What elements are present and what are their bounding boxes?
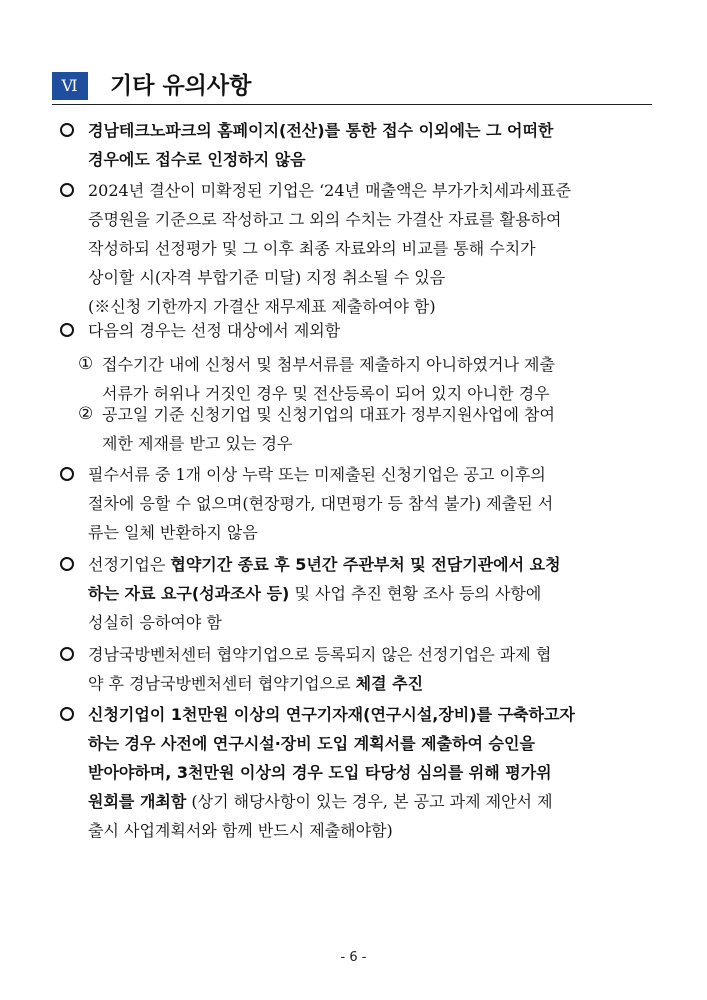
notice-text: 경남테크노파크의 홈페이지(전산)를 통한 접수 이외에는 그 어떠한 경우에도 접수로 인정하지 않음	[88, 121, 554, 169]
notice-text: 필수서류 중 1개 이상 누락 또는 미제출된 신청기업은 공고 이후의 절차에 응할 수 없으며(현장평가, 대면평가 등 참석 불가) 제출된 서 류는 일체 반환하지 않음	[88, 465, 554, 542]
circle-bullet-icon	[60, 647, 74, 661]
section-title: 기타 유의사항	[110, 73, 252, 99]
notice-item-2	[60, 176, 670, 321]
exclusion-text: 접수기간 내에 신청서 및 첨부서류를 제출하지 아니하였거나 제출 서류가 허위나 거짓인 경우 및 전산등록이 되어 있지 아니한 경우	[102, 355, 555, 403]
circle-bullet-icon	[60, 707, 74, 721]
page-number: - 6 -	[340, 950, 367, 965]
notice-item-6	[60, 640, 670, 698]
notice-text: 다음의 경우는 선정 대상에서 제외함	[88, 321, 341, 340]
section-header	[52, 70, 652, 104]
notice-item-7	[60, 700, 670, 845]
section-divider	[52, 104, 652, 105]
exclusion-text: 공고일 기준 신청기업 및 신청기업의 대표가 정부지원사업에 참여 제한 제재를 받고 있는 경우	[102, 405, 555, 453]
notice-text: 신청기업이 1천만원 이상의 연구기자재(연구시설,장비)를 구축하고자 하는 경우 사전에 연구시설·장비 도입 계획서를 제출하여 승인을 받아야하며, 3천만원 이상의 경우 도입 타당성 심의를 위해 평가위 원회를 개최함 (상기 해당사항이 있는 경우, 본 공고 과제 제안서 제 출시 사업계획서와 함께 반드시 제출해야함)	[88, 705, 575, 840]
notice-item-4	[60, 460, 670, 547]
section-number-badge: Ⅵ	[52, 72, 88, 100]
notice-item-3	[60, 316, 670, 345]
circled-number: ①	[78, 354, 94, 374]
circle-bullet-icon	[60, 467, 74, 481]
notice-text: 경남국방벤처센터 협약기업으로 등록되지 않은 선정기업은 과제 협 약 후 경남국방벤처센터 협약기업으로 체결 추진	[88, 645, 552, 693]
notice-text: 2024년 결산이 미확정된 기업은 ‘24년 매출액은 부가가치세과세표준 증명원을 기준으로 작성하고 그 외의 수치는 가결산 자료를 활용하여 작성하되 선정평가 및 그 이후 최종 자료와의 비교를 통해 수치가 상이할 시(자격 부합기준 미달) 지정 취소될 수 있음 (※신청 기한까지 가결산 재무제표 제출하여야 함)	[88, 181, 572, 316]
notice-text: 선정기업은 협약기간 종료 후 5년간 주관부처 및 전담기관에서 요청 하는 자료 요구(성과조사 등) 및 사업 추진 현황 조사 등의 사항에 성실히 응하여야 함	[88, 555, 561, 632]
notice-item-1	[60, 116, 670, 174]
circle-bullet-icon	[60, 323, 74, 337]
circled-number: ②	[78, 404, 94, 424]
notice-item-5	[60, 550, 670, 637]
circle-bullet-icon	[60, 183, 74, 197]
circle-bullet-icon	[60, 557, 74, 571]
circle-bullet-icon	[60, 123, 74, 137]
exclusion-item-2	[78, 400, 670, 458]
